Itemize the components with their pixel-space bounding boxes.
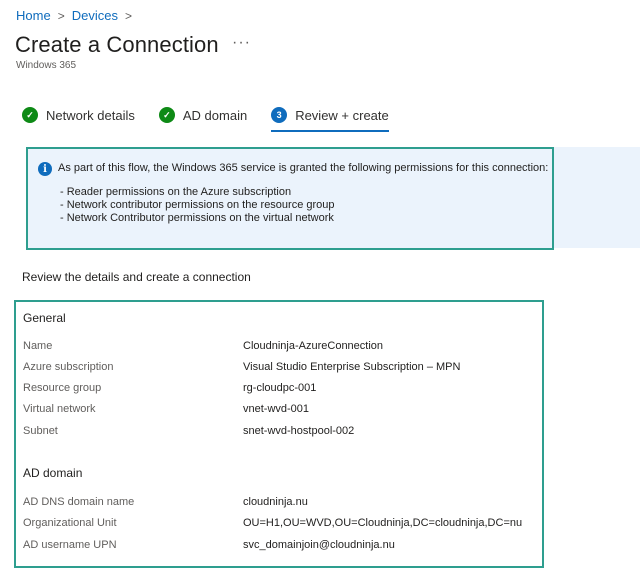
permissions-list (60, 186, 335, 225)
breadcrumb (16, 8, 139, 23)
detail-value: snet-wvd-hostpool-002 (243, 425, 355, 437)
detail-label: Resource group (23, 382, 102, 394)
tab-ad-domain[interactable] (159, 104, 247, 126)
detail-value: Cloudninja-AzureConnection (243, 340, 384, 352)
wizard-steps (22, 104, 413, 126)
check-circle-icon: ✓ (22, 107, 38, 123)
tab-review-create[interactable] (271, 104, 389, 126)
check-circle-icon: ✓ (159, 107, 175, 123)
step-label: AD domain (182, 107, 248, 123)
detail-value: rg-cloudpc-001 (243, 382, 317, 394)
detail-value: Visual Studio Enterprise Subscription – MPN (243, 361, 461, 373)
breadcrumb-devices-link[interactable]: Devices (71, 8, 118, 23)
detail-value: cloudninja.nu (243, 496, 308, 508)
section-title-general: General (23, 311, 66, 325)
detail-value: OU=H1,OU=WVD,OU=Cloudninja,DC=cloudninja,DC=nu (243, 517, 523, 529)
step-label: Network details (46, 107, 135, 123)
step-number-icon: 3 (271, 107, 287, 123)
more-options-icon[interactable]: ··· (232, 34, 251, 51)
detail-value: vnet-wvd-001 (243, 403, 310, 415)
section-title-ad-domain: AD domain (23, 466, 83, 480)
breadcrumb-home-link[interactable]: Home (16, 8, 51, 23)
detail-label: Azure subscription (23, 361, 114, 373)
step-label: Review + create (295, 107, 389, 123)
detail-label: Name (23, 340, 53, 352)
breadcrumb-chevron-icon: > (124, 8, 132, 23)
info-icon: i (38, 162, 52, 176)
page-title: Create a Connection (15, 32, 219, 57)
detail-label: AD username UPN (23, 539, 117, 551)
permission-item: - Reader permissions on the Azure subscription (60, 186, 292, 198)
info-message: As part of this flow, the Windows 365 service is granted the following permissions for this connection: (58, 162, 549, 174)
review-heading: Review the details and create a connection (22, 270, 251, 284)
detail-label: AD DNS domain name (23, 496, 135, 508)
permission-item: - Network Contributor permissions on the virtual network (60, 212, 334, 224)
tab-network-details[interactable] (22, 104, 135, 126)
permission-item: - Network contributor permissions on the resource group (60, 199, 335, 211)
detail-label: Subnet (23, 425, 58, 437)
detail-label: Organizational Unit (23, 517, 117, 529)
page-subtitle: Windows 365 (16, 60, 77, 71)
detail-value: svc_domainjoin@cloudninja.nu (243, 539, 395, 551)
detail-label: Virtual network (23, 403, 96, 415)
breadcrumb-chevron-icon: > (57, 8, 65, 23)
